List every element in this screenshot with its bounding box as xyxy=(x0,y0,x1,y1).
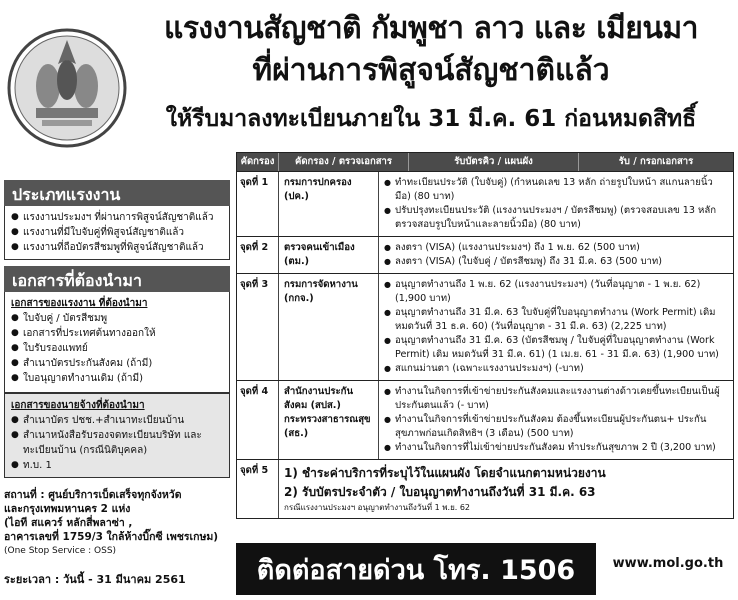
registration-period: ระยะเวลา : วันนี้ - 31 มีนาคม 2561 xyxy=(4,573,186,586)
table-row xyxy=(237,273,733,380)
list-item: ● สแกนม่านตา (เฉพาะแรงงานประมงฯ) (-บาท) xyxy=(384,362,728,376)
list-item: ● ใบจับคู่ / บัตรสีชมพู xyxy=(11,311,223,326)
list-item: ● แรงงานที่มีใบจับคู่ที่พิสูจน์สัญชาติแล้ว xyxy=(11,225,223,240)
table-row xyxy=(237,380,733,459)
list-item: ● ลงตรา (VISA) (ใบจับคู่ / บัตรสีชมพู) ถึง 31 มี.ค. 63 (500 บาท) xyxy=(384,255,728,269)
employer-documents-box xyxy=(4,393,230,478)
point-label: จุดที่ 4 xyxy=(237,381,279,459)
list-item: ● ทำงานในกิจการที่ไม่เข้าข่ายประกันสังคม ทำประกันสุขภาพ 2 ปี (3,200 บาท) xyxy=(384,441,728,455)
table-row xyxy=(237,236,733,273)
hotline-banner: ติดต่อสายด่วน โทร. 1506 xyxy=(236,543,596,595)
website-link[interactable]: www.mol.go.th xyxy=(612,556,724,571)
employer-documents-subheading: เอกสารของนายจ้างที่ต้องนำมา xyxy=(11,400,145,411)
step-payment: 1) ชำระค่าบริการที่ระบุไว้ในแผนผัง โดยจำแนกตามหน่วยงาน xyxy=(284,466,606,480)
list-item: ● ลงตรา (VISA) (แรงงานประมงฯ) ถึง 1 พ.ย. 62 (500 บาท) xyxy=(384,241,728,255)
column-header: รับ / กรอกเอกสาร xyxy=(618,156,694,167)
location-info xyxy=(4,488,234,558)
worker-types-list xyxy=(11,210,223,255)
location-line: อาคารเลขที่ 1759/3 ใกล้ห้างบิ๊กซี เพชรเกษม) xyxy=(4,531,219,543)
list-item: ● แรงงานประมงฯ ที่ผ่านการพิสูจน์สัญชาติแล้ว xyxy=(11,210,223,225)
list-item: ● ทำงานในกิจการที่เข้าข่ายประกันสังคมและแรงงานต่างด้าวเคยขึ้นทะเบียนเป็นผู้ประกันตนแล้ว (- บาท) xyxy=(384,385,728,413)
list-item: ● ท.บ. 1 xyxy=(11,458,223,473)
list-item: ● สำเนาหนังสือรับรองจดทะเบียนบริษัท และทะเบียนบ้าน (กรณีนิติบุคคล) xyxy=(11,428,223,458)
point-label: จุดที่ 1 xyxy=(237,172,279,236)
agency-label: ตรวจคนเข้าเมือง (ตม.) xyxy=(279,237,379,273)
headline-line2: ที่ผ่านการพิสูจน์สัญชาติแล้ว xyxy=(252,53,610,88)
list-item: ● ทำทะเบียนประวัติ (ใบจับคู่) (กำหนดเลข 13 หลัก ถ่ายรูปใบหน้า สแกนลายนิ้วมือ) (80 บาท) xyxy=(384,176,728,204)
agency-label: กรมการจัดหางาน (กกจ.) xyxy=(279,274,379,380)
list-item: ● อนุญาตทำงานถึง 31 มี.ค. 63 (บัตรสีชมพู / ใบจับคู่ที่ใบอนุญาตทำงาน (Work Permit) เดิม หมดวันที่ 31 มี.ค. 61) (1 เม.ย. 61 - 31 มี.ค. 63) (1,900 บาท) xyxy=(384,334,728,362)
worker-documents-box xyxy=(4,292,230,393)
column-header: คัดกรอง xyxy=(237,153,279,171)
table-row xyxy=(237,171,733,236)
table-row xyxy=(237,459,733,518)
location-line: สถานที่ : ศูนย์บริการเบ็ดเสร็จทุกจังหวัด xyxy=(4,489,182,501)
employer-documents-list xyxy=(11,413,223,473)
list-item: ● อนุญาตทำงานถึง 31 มี.ค. 63 ใบจับคู่ที่ใบอนุญาตทำงาน (Work Permit) เดิมหมดวันที่ 31 ธ.ค. 60) (วันที่อนุญาต - 31 มี.ค. 63) (2,225 บาท) xyxy=(384,306,728,334)
agency-label: กรมการปกครอง (ปค.) xyxy=(279,172,379,236)
agency-name: สำนักงานประกันสังคม (สปส.) xyxy=(284,386,354,411)
step-receive-card: 2) รับบัตรประจำตัว / ใบอนุญาตทำงานถึงวันที่ 31 มี.ค. 63 xyxy=(284,485,596,499)
worker-documents-list xyxy=(11,311,223,386)
list-item: ● ใบอนุญาตทำงานเดิม (ถ้ามี) xyxy=(11,371,223,386)
service-list xyxy=(379,381,733,459)
list-item: ● สำเนาบัตรประกันสังคม (ถ้ามี) xyxy=(11,356,223,371)
ministry-seal xyxy=(6,4,128,172)
column-header: รับบัตรคิว / แผนผัง xyxy=(409,153,579,171)
location-line: (ไอที สแควร์ หลักสี่พลาซ่า , xyxy=(4,517,133,529)
list-item: ● แรงงานที่ถือบัตรสีชมพูที่พิสูจน์สัญชาติแล้ว xyxy=(11,240,223,255)
worker-types-heading: ประเภทแรงงาน xyxy=(4,180,230,206)
headline-line1: แรงงานสัญชาติ กัมพูชา ลาว และ เมียนมา xyxy=(163,11,698,46)
process-table xyxy=(236,152,734,519)
location-line: และกรุงเทพมหานคร 2 แห่ง xyxy=(4,503,131,515)
service-list xyxy=(379,237,733,273)
list-item: ● ใบรับรองแพทย์ xyxy=(11,341,223,356)
service-list xyxy=(379,172,733,236)
list-item: ● สำเนาบัตร ปชช.+สำเนาทะเบียนบ้าน xyxy=(11,413,223,428)
table-header xyxy=(237,153,733,171)
final-steps xyxy=(279,460,733,518)
worker-types-box xyxy=(4,206,230,260)
list-item: ● เอกสารที่ประเทศต้นทางออกให้ xyxy=(11,326,223,341)
point-label: จุดที่ 5 xyxy=(237,460,279,518)
service-list xyxy=(379,274,733,380)
worker-documents-subheading: เอกสารของแรงงาน ที่ต้องนำมา xyxy=(11,298,148,309)
list-item: ● อนุญาตทำงานถึง 1 พ.ย. 62 (แรงงานประมงฯ) (วันที่อนุญาต - 1 พ.ย. 62) (1,900 บาท) xyxy=(384,278,728,306)
headline-deadline: ให้รีบมาลงทะเบียนภายใน 31 มี.ค. 61 ก่อนหมดสิทธิ์ xyxy=(165,106,697,132)
agency-name: กระทรวงสาธารณสุข (สธ.) xyxy=(284,414,371,439)
left-column xyxy=(4,180,230,478)
point-label: จุดที่ 2 xyxy=(237,237,279,273)
seal-graphic xyxy=(6,4,128,172)
list-item: ● ทำงานในกิจการที่เข้าข่ายประกันสังคม ต้องขึ้นทะเบียนผู้ประกันตน+ ประกันสุขภาพก่อนเกิดสิทธิฯ (3 เดือน) (500 บาท) xyxy=(384,413,728,441)
list-item: ● ปรับปรุงทะเบียนประวัติ (แรงงานประมงฯ / บัตรสีชมพู) (ตรวจสอบเลข 13 หลัก ตรวจสอบรูปใบหน้าและลายนิ้วมือ) (80 บาท) xyxy=(384,204,728,232)
step-note: กรณีแรงงานประมงฯ อนุญาตทำงานถึงวันที่ 1 พ.ย. 62 xyxy=(284,503,471,512)
column-header: คัดกรอง / ตรวจเอกสาร xyxy=(279,153,409,171)
point-label: จุดที่ 3 xyxy=(237,274,279,380)
agency-label xyxy=(279,381,379,459)
documents-heading: เอกสารที่ต้องนำมา xyxy=(4,266,230,292)
location-line: (One Stop Service : OSS) xyxy=(4,546,117,556)
